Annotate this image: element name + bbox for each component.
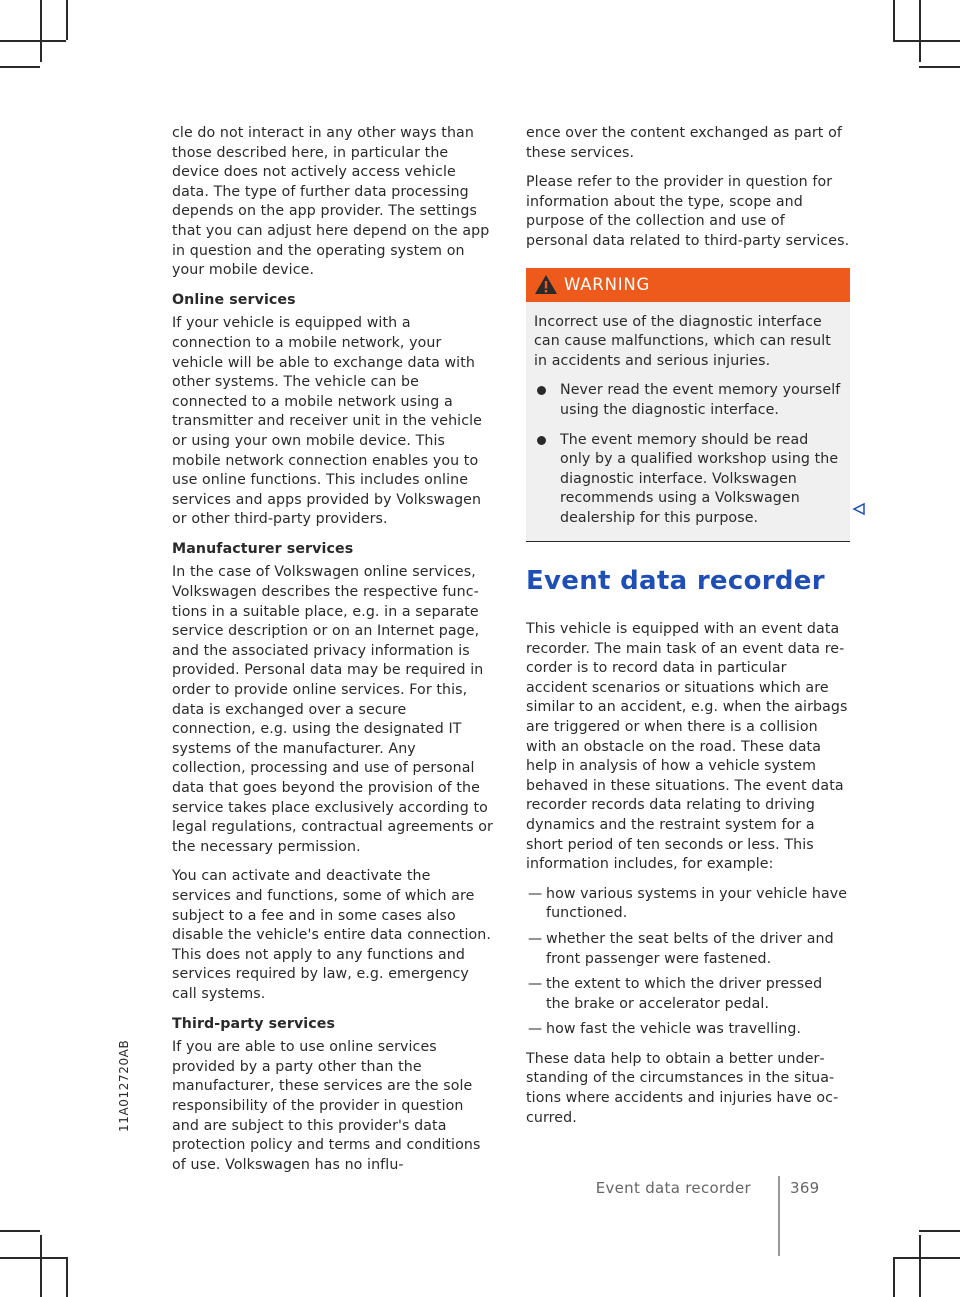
crop-mark [893,40,960,42]
crop-mark [40,1235,42,1297]
crop-mark [66,0,68,40]
heading-manufacturer-services: Manufacturer services [172,540,354,557]
list-item: — the extent to which the driver pressed the brake or accelerator pedal. [528,976,823,1012]
left-column [172,124,494,1185]
crop-mark [0,1257,66,1259]
crop-mark [893,1257,895,1297]
paragraph: ence over the content exchanged as part of these services. [526,125,842,161]
crop-mark [66,1257,68,1297]
list-item: — how fast the vehicle was travelling. [528,1021,802,1038]
list-item: Never read the event memory yourself using the diagnostic interface. [534,381,842,420]
warning-list [534,381,842,528]
paragraph: This vehicle is equipped with an event data recorder. The main task of an event data recorder is to record data in particular accident scenarios or situations which are similar to an accident, e.g. when the airbags are triggered or when there is a collision with an obstacle on the road. These data help in analysis of how a vehicle system behaved in these situations. The event data recorder records data relating to driving dynamics and the restraint system for a short period of ten seconds or less. This information includes, for example: [526,621,848,873]
page-number: 369 [790,1179,820,1197]
event-section-body [526,620,850,1138]
crop-mark [919,1230,960,1232]
warning-title: WARNING [564,274,651,294]
crop-mark [919,0,921,62]
list-item: The event memory should be read only by a qualified workshop using the diagnostic interface. Volkswagen recommends using a Volkswagen dealership for this purpose. [534,431,842,529]
paragraph: If you are able to use online services provided by a party other than the manufacturer, these services are the sole responsibility of the provider in question and are subject to this provider's data protection policy and terms and conditions of use. Volkswagen has no influ- [172,1039,481,1173]
crop-mark [0,40,66,42]
footer-section-label: Event data recorder [595,1179,751,1197]
section-end-triangle-icon [852,502,866,516]
crop-mark [893,0,895,40]
paragraph: Please refer to the provider in question for information about the type, scope and purpose of the collection and use of personal data related to third-party services. [526,174,850,249]
crop-mark [893,1257,960,1259]
crop-mark [40,0,42,62]
paragraph: In the case of Volkswagen online services, Volkswagen describes the respective functions in a suitable place, e.g. in a separate service description or on an Internet page, and the associated privacy information is provided. Personal data may be required in order to provide online services. For this, data is exchanged over a secure connection, e.g. using the designated IT systems of the manufacturer. Any collection, processing and use of personal data that goes beyond the provision of the service takes place exclusively according to legal regulations, contractual agreements or the necessary permission. [172,564,493,855]
right-column [526,124,850,542]
paragraph: If your vehicle is equipped with a connection to a mobile network, your vehicle will be able to exchange data with other systems. The vehicle can be connected to a mobile network using a transmitter and receiver unit in the vehicle or using your own mobile device. This mobile network connection enables you to use online functions. This includes online services and apps provided by Volkswagen or other third-party providers. [172,315,482,528]
crop-mark [919,1235,921,1297]
bullet-icon [537,386,546,395]
warning-box [526,268,850,542]
document-code: 11A012720AB [117,1039,131,1132]
bullet-icon [537,436,546,445]
warning-triangle-icon [534,274,558,295]
crop-mark [919,66,960,68]
section-title: Event data recorder [526,566,825,596]
paragraph: cle do not interact in any other ways than those described here, in particular the device does not actively access vehicle data. The type of further data processing depends on the app provider. The settings that you can adjust here depend on the app in question and the operating system on your mobile device. [172,125,490,279]
warning-header [526,268,850,302]
paragraph: These data help to obtain a better understanding of the circumstances in the situations where accidents and injuries have occurred. [526,1050,839,1126]
warning-intro: Incorrect use of the diagnostic interface can cause malfunctions, which can result in accidents and serious injuries. [534,313,831,369]
footer-divider [778,1176,780,1256]
list-item: — how various systems in your vehicle have functioned. [528,885,848,922]
heading-third-party-services: Third-party services [172,1015,336,1032]
paragraph: You can activate and deactivate the services and functions, some of which are subject to a fee and in some cases also disable the vehicle's entire data connection. This does not apply to any functions and services required by law, e.g. emergency call systems. [172,868,491,1002]
list-item: — whether the seat belts of the driver and front passenger were fastened. [528,930,834,967]
crop-mark [0,1230,40,1232]
warning-body [526,302,850,541]
heading-online-services: Online services [172,291,296,308]
example-list [526,885,850,1040]
crop-mark [0,66,40,68]
